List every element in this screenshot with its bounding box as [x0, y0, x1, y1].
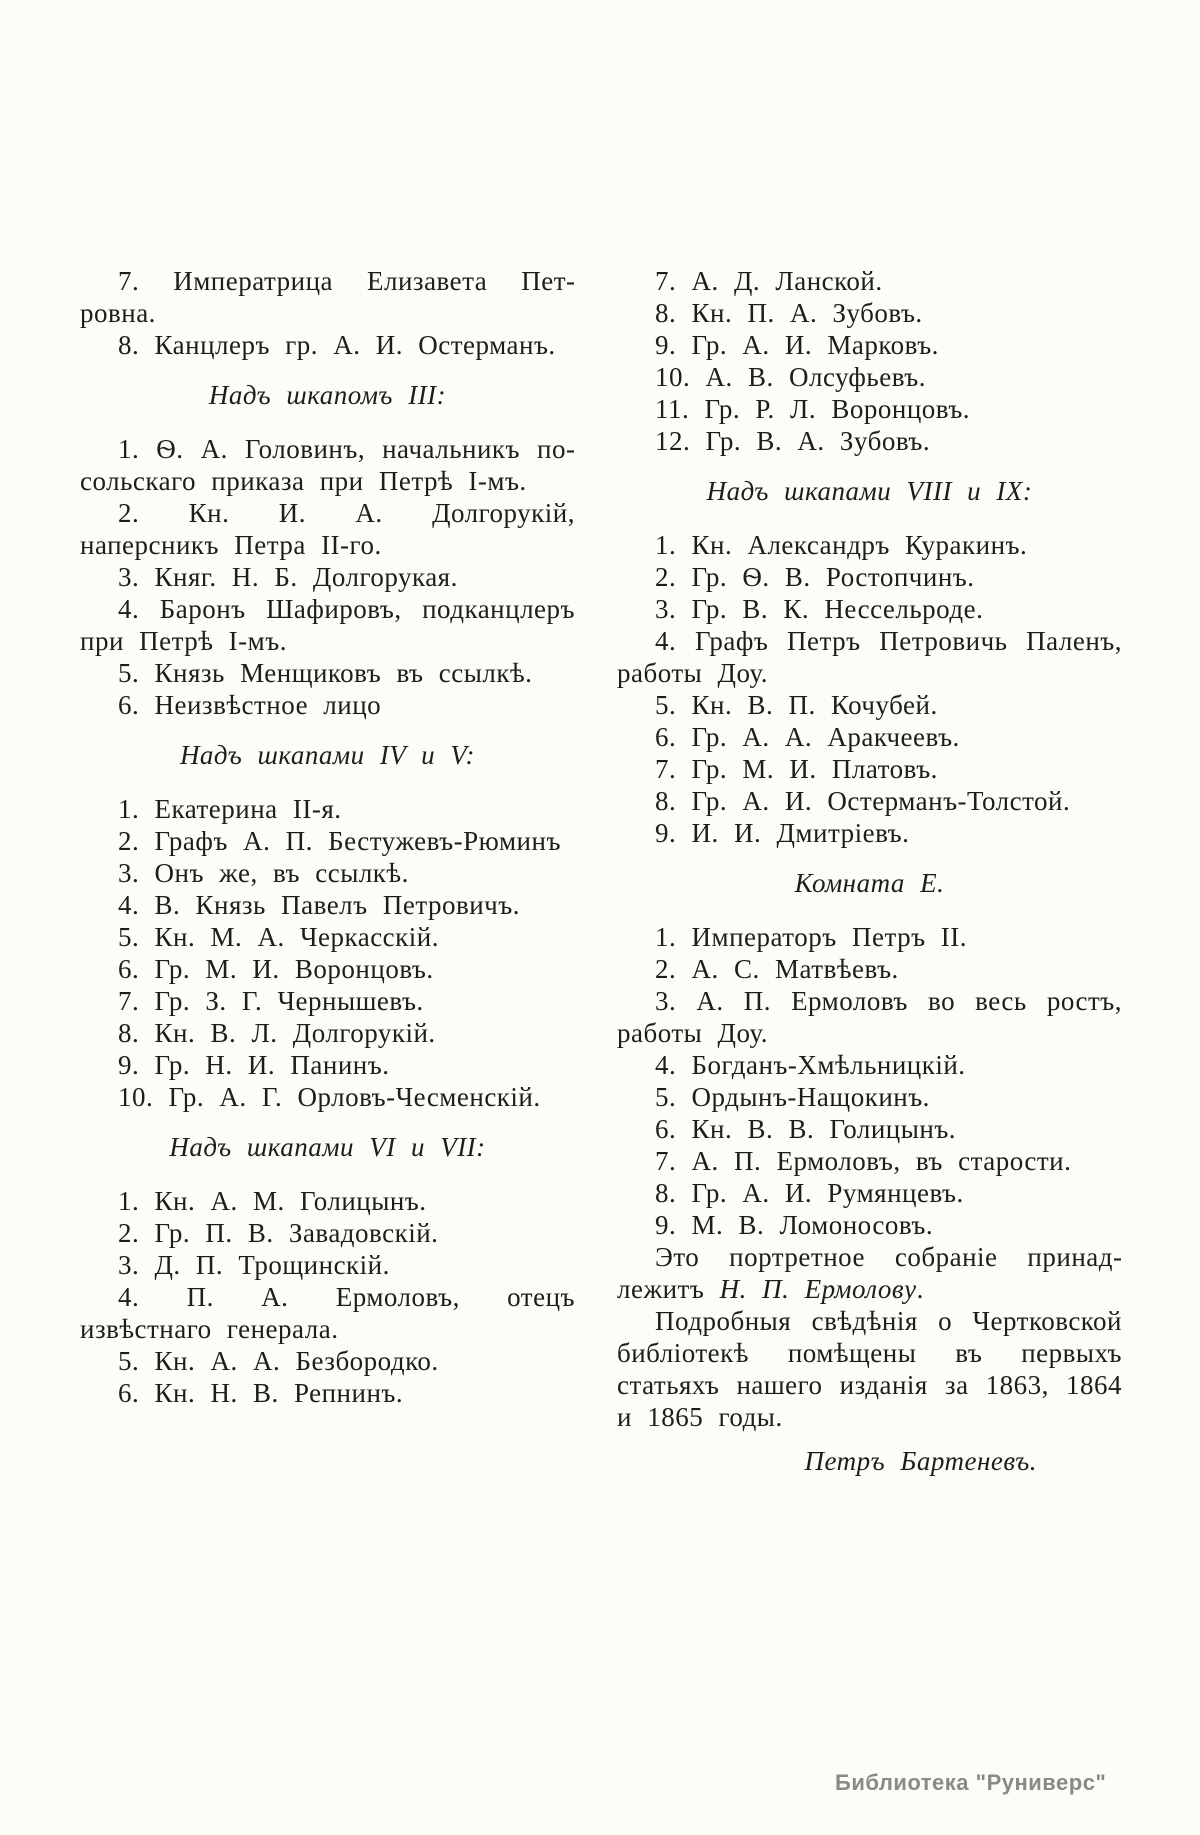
list-item: 1. Ѳ. А. Головинъ, начальникъ посольскаго приказа при Петрѣ I-мъ.: [80, 434, 575, 496]
list-item: 7. А. Д. Ланской.: [655, 266, 883, 296]
list-item: 2. Гр. П. В. Завадовскій.: [118, 1218, 439, 1248]
list-item: 11. Гр. Р. Л. Воронцовъ.: [655, 394, 971, 424]
list-item: 7. Гр. З. Г. Чернышевъ.: [118, 986, 424, 1016]
right-text-column: [617, 265, 1122, 1477]
list-item: 5. Кн. А. А. Безбородко.: [118, 1346, 439, 1376]
list-item: 7. Гр. М. И. Платовъ.: [655, 754, 938, 784]
list-item: 6. Кн. Н. В. Репнинъ.: [118, 1378, 404, 1408]
list-item: 9. М. В. Ломоносовъ.: [655, 1210, 934, 1240]
section-heading: Надъ шкапомъ III:: [208, 380, 447, 410]
list-item: 8. Гр. А. И. Остерманъ-Толстой.: [655, 786, 1071, 816]
note-paragraph: Подробныя свѣдѣнія о Чертковской библіотекѣ помѣщены въ первыхъ статьяхъ нашего изданія за 1863, 1864 и 1865 годы.: [617, 1306, 1122, 1432]
list-item: 6. Кн. В. В. Голицынъ.: [655, 1114, 957, 1144]
closing-paragraph: [617, 1241, 1122, 1305]
list-item: 6. Гр. М. И. Воронцовъ.: [118, 954, 434, 984]
closing-text: Это портретное собраніе принадлежитъ: [617, 1242, 1122, 1304]
list-item: 9. Гр. А. И. Марковъ.: [655, 330, 939, 360]
author-signature: Петръ Бартеневъ.: [804, 1446, 1037, 1476]
list-item: 7. Императрица Елизавета Петровна.: [80, 266, 575, 328]
list-item: 4. Баронъ Шафировъ, подканцлеръ при Петрѣ I-мъ.: [80, 594, 575, 656]
section-heading: Надъ шкапами VIII и IX:: [706, 476, 1033, 506]
list-item: 3. Онъ же, въ ссылкѣ.: [118, 858, 409, 888]
list-item: 5. Кн. В. П. Кочубей.: [655, 690, 938, 720]
closing-period: .: [916, 1274, 924, 1304]
owner-name: Н. П. Ермолову: [719, 1274, 917, 1304]
list-item: 1. Императоръ Петръ II.: [655, 922, 968, 952]
list-item: 8. Гр. А. И. Румянцевъ.: [655, 1178, 964, 1208]
list-item: 8. Канцлеръ гр. А. И. Остерманъ.: [118, 330, 556, 360]
list-item: 6. Неизвѣстное лицо: [118, 690, 382, 720]
library-watermark: Библиотека "Руниверс": [835, 1770, 1107, 1795]
list-item: 8. Кн. В. Л. Долгорукій.: [118, 1018, 436, 1048]
list-item: 1. Кн. А. М. Голицынъ.: [118, 1186, 427, 1216]
list-item: 2. Гр. Ѳ. В. Ростопчинъ.: [655, 562, 975, 592]
list-item: 8. Кн. П. А. Зубовъ.: [655, 298, 923, 328]
list-item: 3. А. П. Ермоловъ во весь ростъ, работы Доу.: [617, 986, 1122, 1048]
list-item: 2. А. С. Матвѣевъ.: [655, 954, 899, 984]
list-item: 5. Ордынъ-Нащокинъ.: [655, 1082, 930, 1112]
list-item: 4. Богданъ-Хмѣльницкій.: [655, 1050, 966, 1080]
list-item: 5. Князь Менщиковъ въ ссылкѣ.: [118, 658, 533, 688]
list-item: 5. Кн. М. А. Черкасскій.: [118, 922, 439, 952]
list-item: 4. П. А. Ермоловъ, отецъ извѣстнаго генерала.: [80, 1282, 575, 1344]
list-item: 3. Гр. В. К. Нессельроде.: [655, 594, 984, 624]
list-item: 7. А. П. Ермоловъ, въ старости.: [655, 1146, 1072, 1176]
list-item: 4. Графъ Петръ Петровичь Паленъ, работы Доу.: [617, 626, 1122, 688]
list-item: 1. Кн. Александръ Куракинъ.: [655, 530, 1028, 560]
list-item: 4. В. Князь Павелъ Петровичъ.: [118, 890, 520, 920]
left-text-column: [80, 265, 575, 1409]
list-item: 10. Гр. А. Г. Орловъ-Чесменскій.: [118, 1082, 541, 1112]
list-item: 12. Гр. В. А. Зубовъ.: [655, 426, 931, 456]
list-item: 3. Д. П. Трощинскій.: [118, 1250, 390, 1280]
section-heading: Комната Е.: [794, 868, 945, 898]
list-item: 2. Графъ А. П. Бестужевъ-Рюминъ: [118, 826, 561, 856]
list-item: 2. Кн. И. А. Долгорукій, наперсникъ Петра II-го.: [80, 498, 575, 560]
section-heading: Надъ шкапами VI и VII:: [169, 1132, 486, 1162]
section-heading: Надъ шкапами IV и V:: [179, 740, 476, 770]
list-item: 3. Княг. Н. Б. Долгорукая.: [118, 562, 458, 592]
list-item: 9. И. И. Дмитріевъ.: [655, 818, 910, 848]
list-item: 6. Гр. А. А. Аракчеевъ.: [655, 722, 960, 752]
list-item: 10. А. В. Олсуфьевъ.: [655, 362, 927, 392]
list-item: 1. Екатерина II-я.: [118, 794, 342, 824]
list-item: 9. Гр. Н. И. Панинъ.: [118, 1050, 390, 1080]
